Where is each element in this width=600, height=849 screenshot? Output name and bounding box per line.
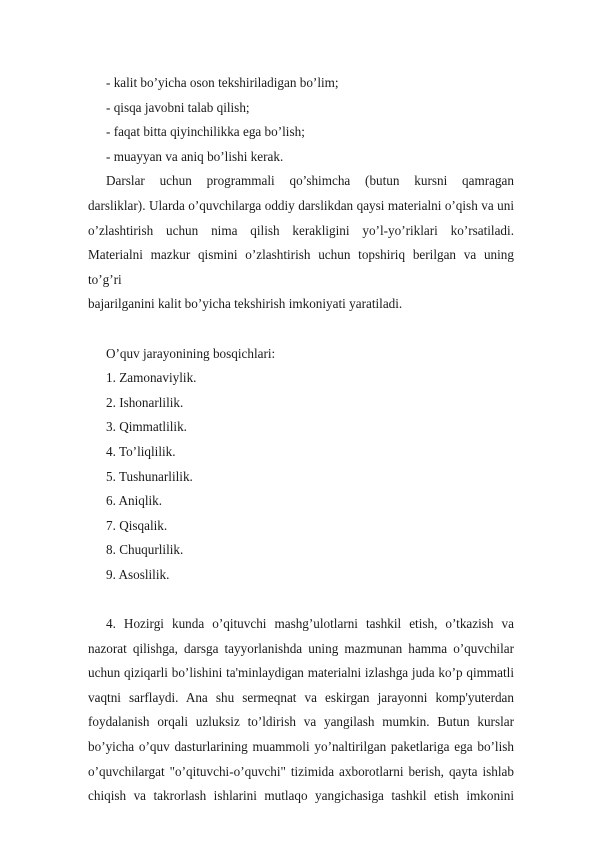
paragraph-line: bajarilganini kalit bo’yicha tekshirish imkoniyati yaratiladi. xyxy=(88,296,403,312)
paragraph-line: vaqtni sarflaydi. Ana shu sermeqnat va eskirgan jarayonni komp'yuterdan xyxy=(88,689,514,705)
paragraph-line: o’quvchilargat "o’qituvchi-o’quvchi" tizimida axborotlarni berish, qayta ishlab xyxy=(88,763,514,779)
list-item: - kalit bo’yicha oson tekshiriladigan bo’lim; xyxy=(106,75,339,90)
list-item: 8. Chuqurlilik. xyxy=(106,542,184,558)
paragraph-line: chiqish va takrorlash ishlarini mutlaqo yangichasiga tashkil etish imkonini xyxy=(88,788,514,804)
paragraph-line: Materialni mazkur qismini o’zlashtirish uchun topshiriq berilgan va uning to’g’ri xyxy=(88,247,514,287)
list-item: 6. Aniqlik. xyxy=(106,493,163,509)
paragraph-line: darsliklar). Ularda o’quvchilarga oddiy darslikdan qaysi materialni o’qish va uni xyxy=(88,197,514,213)
paragraph-line: 4. Hozirgi kunda o’qituvchi mashg’ulotlarni tashkil etish, o’tkazish va xyxy=(106,616,514,632)
stages-heading: O’quv jarayonining bosqichlari: xyxy=(106,345,276,361)
requirements-list xyxy=(88,71,514,169)
list-item: 5. Tushunarlilik. xyxy=(106,468,193,484)
page-content xyxy=(88,71,514,809)
paragraph-programmed-supplement xyxy=(88,169,514,317)
list-item: - qisqa javobni talab qilish; xyxy=(106,99,250,115)
paragraph-line: nazorat qilishga, darsga tayyorlanishda uning mazmunan hamma o’quvchilar xyxy=(88,640,514,656)
list-item: 7. Qisqalik. xyxy=(106,517,168,533)
paragraph-line: bo’yicha o’quv dasturlarining muammoli yo’naltirilgan paketlariga ega bo’lish xyxy=(88,739,514,755)
paragraph-line: Darslar uchun programmali qo’shimcha (butun kursni qamragan xyxy=(106,173,514,189)
paragraph-line: uchun qiziqarli bo’lishini ta'minlaydigan materialni izlashga juda ko’p qimmatli xyxy=(88,665,514,681)
paragraph-line: foydalanish orqali uzluksiz to’ldirish va yangilash mumkin. Butun kurslar xyxy=(88,714,514,730)
spacer xyxy=(88,587,514,612)
list-item: 9. Asoslilik. xyxy=(106,566,170,582)
list-item: 3. Qimmatlilik. xyxy=(106,419,187,435)
spacer xyxy=(88,317,514,342)
paragraph-teacher-workload xyxy=(88,612,514,809)
learning-stages xyxy=(88,342,514,588)
list-item: 4. To’liqlilik. xyxy=(106,443,176,459)
paragraph-line: o’zlashtirish uchun nima qilish kerakligini yo’l-yo’riklari ko’rsatiladi. xyxy=(88,222,514,238)
list-item: - muayyan va aniq bo’lishi kerak. xyxy=(106,148,284,164)
list-item: 1. Zamonaviylik. xyxy=(106,370,197,386)
list-item: - faqat bitta qiyinchilikka ega bo’lish; xyxy=(106,124,305,140)
list-item: 2. Ishonarlilik. xyxy=(106,394,184,410)
